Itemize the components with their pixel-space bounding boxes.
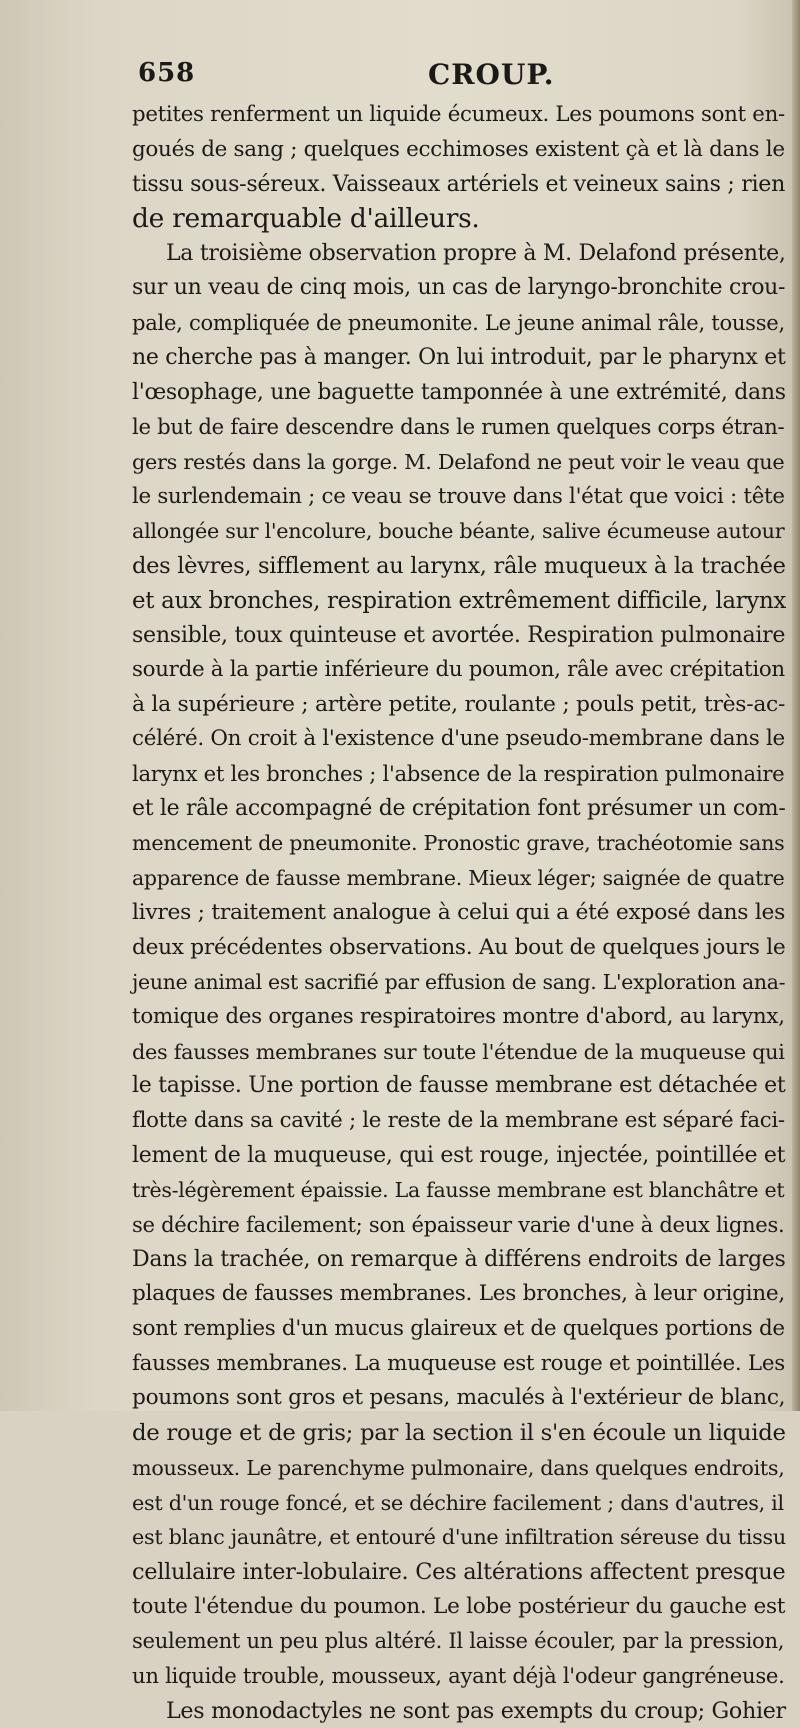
running-title: CROUP. xyxy=(428,58,555,91)
page-header xyxy=(138,58,718,98)
text-line: tomique des organes respiratoires montre d'abord, au larynx, xyxy=(132,1003,785,1029)
text-line: le tapisse. Une portion de fausse membrane est détachée et xyxy=(132,1073,786,1099)
text-line: Les monodactyles ne sont pas exempts du croup; Gohier xyxy=(166,1697,786,1724)
text-line: mousseux. Le parenchyme pulmonaire, dans quelques endroits, xyxy=(132,1455,785,1480)
text-line: gers restés dans la gorge. M. Delafond ne peut voir le veau que xyxy=(132,449,785,474)
text-line: sensible, toux quinteuse et avortée. Respiration pulmonaire xyxy=(132,622,786,649)
text-line: seulement un peu plus altéré. Il laisse écouler, par la pression, xyxy=(132,1628,785,1654)
text-line: apparence de fausse membrane. Mieux léger; saignée de quatre xyxy=(132,866,785,891)
text-line: flotte dans sa cavité ; le reste de la membrane est séparé faci- xyxy=(132,1107,785,1133)
text-line: des fausses membranes sur toute l'étendue de la muqueuse qui xyxy=(132,1039,785,1064)
text-line: un liquide trouble, mousseux, ayant déjà l'odeur gangréneuse. xyxy=(132,1662,785,1688)
text-line: sourde à la partie inférieure du poumon, râle avec crépitation xyxy=(132,657,785,682)
text-line: plaques de fausses membranes. Les bronches, à leur origine, xyxy=(132,1281,785,1307)
text-line: le but de faire descendre dans le rumen quelques corps étran- xyxy=(132,414,785,440)
text-line: mencement de pneumonite. Pronostic grave, trachéotomie sans xyxy=(132,831,785,856)
text-line: est blanc jaunâtre, et entouré d'une infiltration séreuse du tissu xyxy=(132,1525,786,1550)
text-line: deux précédentes observations. Au bout de quelques jours le xyxy=(132,934,786,960)
text-line: poumons sont gros et pesans, maculés à l'extérieur de blanc, xyxy=(132,1385,786,1411)
text-line: et le râle accompagné de crépitation font présumer un com- xyxy=(132,795,786,821)
text-line: allongée sur l'encolure, bouche béante, salive écumeuse autour xyxy=(132,519,785,544)
text-line: de remarquable d'ailleurs. xyxy=(132,203,480,235)
text-line: petites renferment un liquide écumeux. Les poumons sont en- xyxy=(132,102,785,127)
text-line: céléré. On croit à l'existence d'une pseudo-membrane dans le xyxy=(132,726,785,752)
text-line: le surlendemain ; ce veau se trouve dans l'état que voici : tête xyxy=(132,483,785,509)
text-line: livres ; traitement analogue à celui qui a été exposé dans les xyxy=(132,899,786,925)
text-line: tissu sous-séreux. Vaisseaux artériels et veineux sains ; rien xyxy=(132,171,786,198)
text-line: La troisième observation propre à M. Delafond présente, xyxy=(166,240,786,266)
text-line: des lèvres, sifflement au larynx, râle muqueux à la trachée xyxy=(132,552,786,579)
page-number: 658 xyxy=(138,58,196,88)
text-line: larynx et les bronches ; l'absence de la respiration pulmonaire xyxy=(132,761,785,787)
text-line: goués de sang ; quelques ecchimoses existent çà et là dans le xyxy=(132,136,785,162)
text-line: Dans la trachée, on remarque à différens endroits de larges xyxy=(132,1246,786,1272)
text-line: se déchire facilement; son épaisseur varie d'une à deux lignes. xyxy=(132,1212,785,1237)
text-line: l'œsophage, une baguette tamponnée à une extrémité, dans xyxy=(132,379,786,405)
text-line: ne cherche pas à manger. On lui introduit, par le pharynx et xyxy=(132,344,786,370)
page-edge xyxy=(792,0,800,1411)
text-line: lement de la muqueuse, qui est rouge, injectée, pointillée et xyxy=(132,1142,786,1168)
text-line: et aux bronches, respiration extrêmement difficile, larynx xyxy=(132,587,787,614)
text-line: sont remplies d'un mucus glaireux et de quelques portions de xyxy=(132,1316,785,1342)
text-line: de rouge et de gris; par la section il s'en écoule un liquide xyxy=(132,1420,786,1447)
text-line: sur un veau de cinq mois, un cas de laryngo-bronchite crou- xyxy=(132,275,786,301)
text-line: pale, compliquée de pneumonite. Le jeune animal râle, tousse, xyxy=(132,310,785,336)
text-line: toute l'étendue du poumon. Le lobe postérieur du gauche est xyxy=(132,1593,786,1619)
text-line: à la supérieure ; artère petite, roulante ; pouls petit, très-ac- xyxy=(132,691,786,717)
text-line: cellulaire inter-lobulaire. Ces altérations affectent presque xyxy=(132,1558,786,1585)
text-line: fausses membranes. La muqueuse est rouge et pointillée. Les xyxy=(132,1350,785,1376)
body-text xyxy=(132,98,792,1728)
text-line: est d'un rouge foncé, et se déchire facilement ; dans d'autres, il xyxy=(132,1490,784,1515)
text-line: très-légèrement épaissie. La fausse membrane est blanchâtre et xyxy=(132,1178,785,1203)
text-line: jeune animal est sacrifié par effusion de sang. L'exploration ana- xyxy=(132,970,786,995)
